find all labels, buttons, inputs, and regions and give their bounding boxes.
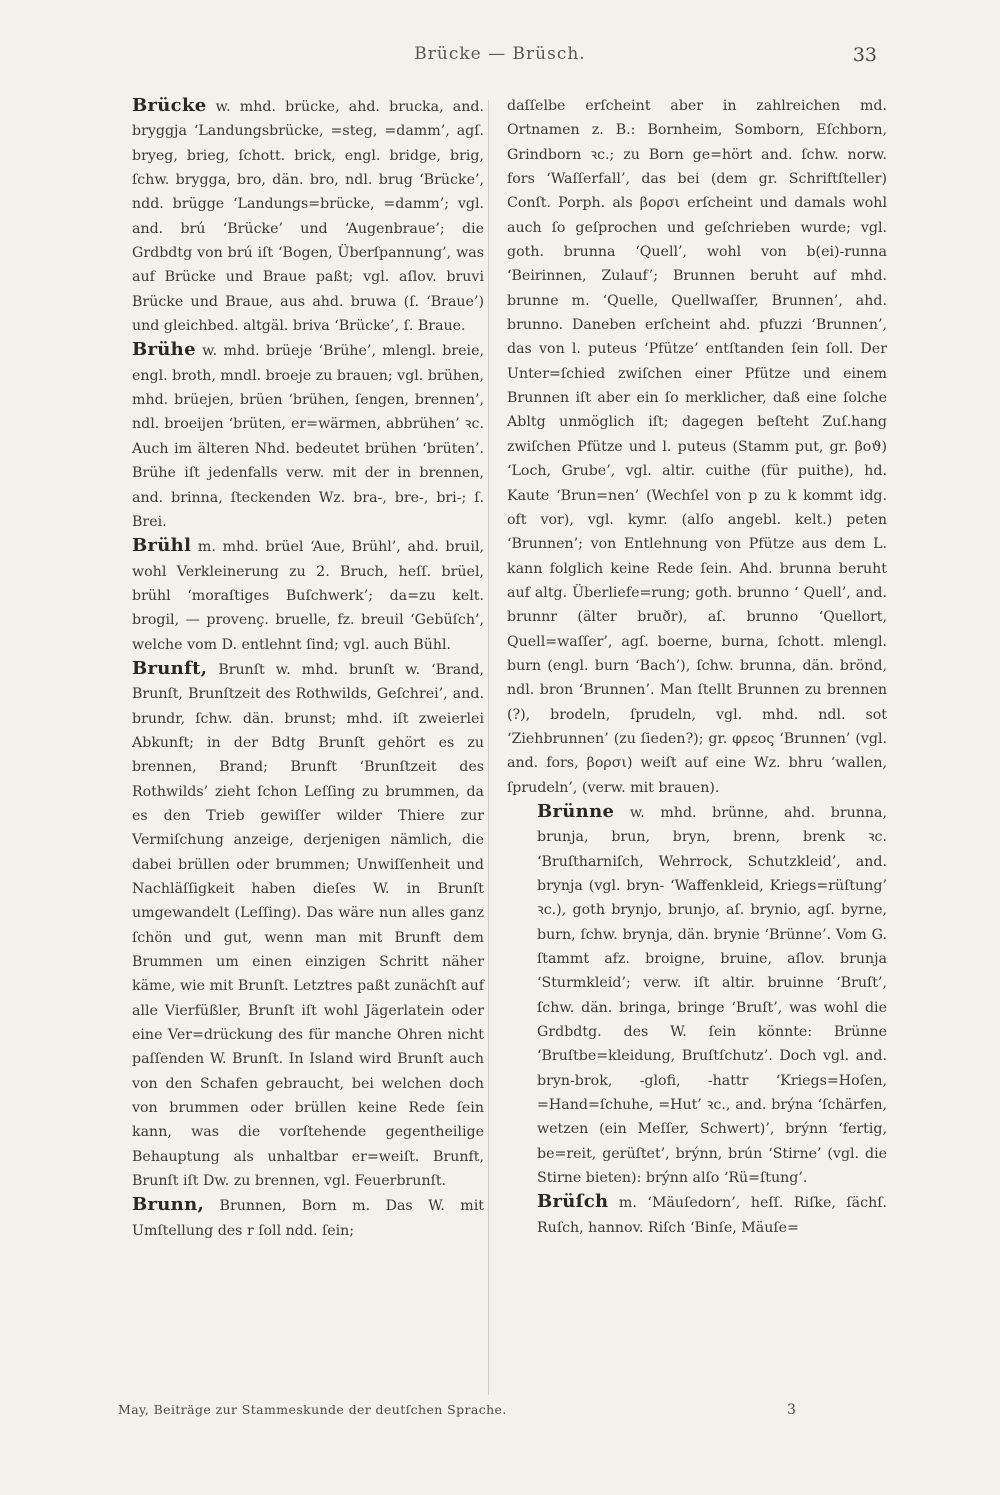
lemma: Brünne: [537, 800, 615, 822]
lemma: Brunn,: [132, 1194, 205, 1216]
page-footer: [0, 1402, 1000, 1426]
entry-text: Brunnen, Born m. Das W. mit Umſtellung des r ſoll ndd. ſein;: [132, 1198, 484, 1239]
running-title: Brücke — Brüsch.: [414, 44, 586, 64]
lemma: Brunft,: [132, 657, 208, 679]
sheet-signature: 3: [787, 1402, 796, 1418]
lemma: Brühe: [132, 339, 196, 361]
entry-brunft: [102, 657, 484, 1194]
entry-text: m. ‘Mäuſedorn’, heſſ. Riſke, ſächſ. Ruſch, hannov. Riſch ‘Binſe, Mäuſe=: [537, 1195, 887, 1236]
entry-text: m. mhd. brüel ‘Aue, Brühl’, ahd. bruil, wohl Verkleinerung zu 2. Bruch, heſſ. brüel, brühl ‘moraſtiges Buſchwerk’; da=zu kelt. brogil, — provenç. bruelle, fz. breuil ‘Gebüſch’, welche vom D. entlehnt ſind; vgl. auch Bühl.: [132, 539, 484, 653]
entry-brunn: [102, 1193, 484, 1243]
entry-text: Brunſt w. mhd. brunſt w. ‘Brand, Brunſt, Brunſtzeit des Rothwilds, Geſchrei’, and. brundr, ſchw. dän. brunst; mhd. iſt zweierlei Abkunft; in der Bdtg Brunſt gehört es zu brennen, Brand; Brunft ‘Brunſtzeit des Rothwilds’ zieht ſchon Leſſing zu brummen, da es den Trieb gewiſſer wilder Thiere zur Vermiſchung anzeige, derjenigen nämlich, die dabei brüllen oder brummen; Unwiſſenheit und Nachläſſigkeit haben dieſes W. in Brunſt umgewandelt (Leſſing). Das wäre nun alles ganz ſchön und gut, wenn man mit Brunft dem Brummen um einen einzigen Schritt näher käme, wie mit Brunſt. Letztres paßt zunächſt auf alle Vierfüßler, Brunſt iſt wohl Jägerlatein oder eine Ver=drückung des für manche Ohren nicht paſſenden W. Brunſt. In Island wird Brunſt auch von den Schafen gebraucht, bei welchen doch von brummen oder brüllen keine Rede ſein kann, was die vorſtehende gegentheilige Behauptung als unhaltbar er=weiſt. Brunft, Brunſt iſt Dw. zu brennen, vgl. Feuerbrunſt.: [132, 661, 484, 1190]
footer-source: May, Beiträge zur Stammeskunde der deutſchen Sprache.: [118, 1402, 507, 1417]
right-column: [507, 94, 887, 1240]
column-divider: [488, 100, 489, 1395]
entry-text: w. mhd. brücke, ahd. brucka, and. bryggja ‘Landungsbrücke, =steg, =damm’, agſ. bryeg, brieg, ſchott. brick, engl. bridge, brig, ſchw. brygga, bro, dän. bro, ndl. brug ‘Brücke’, ndd. brügge ‘Landungs=brücke, =damm’; vgl. and. brú ‘Brücke’ und ‘Augenbraue’; die Grdbdtg von brú iſt ‘Bogen, Überſpannung’, was auf Brücke und Braue paßt; vgl. aſlov. bruvi Brücke und Braue, aus ahd. bruwa (ſ. ‘Braue’) und gleichbed. altgäl. briva ‘Brücke’, ſ. Braue.: [132, 99, 484, 335]
lemma: Brücke: [132, 95, 207, 116]
entry-bruecke: [102, 94, 484, 338]
lemma: Brüſch: [537, 1191, 609, 1213]
entry-bruehe: [102, 338, 484, 534]
running-head: [0, 44, 1000, 74]
entry-bruenne: [507, 800, 887, 1191]
entry-bruehl: [102, 534, 484, 657]
lemma: Brühl: [132, 535, 192, 557]
entry-text: w. mhd. brüeje ‘Brühe’, mlengl. breie, engl. broth, mndl. broeje zu brauen; vgl. brühen, mhd. brüejen, brüen ‘brühen, ſengen, brennen’, ndl. broeijen ‘brüten, er=wärmen, abbrühen’ ꝛc. Auch im älteren Nhd. bedeutet brühen ‘brüten’. Brühe iſt jedenfalls verw. mit der in brennen, and. brinna, ſteckenden Wz. bra-, bre-, bri-; ſ. Brei.: [132, 343, 485, 530]
page-number: 33: [852, 44, 877, 66]
entry-bruesch: [507, 1190, 887, 1240]
left-column: [102, 94, 484, 1243]
entry-brunn-continuation: daſſelbe erſcheint aber in zahlreichen md. Ortnamen z. B.: Bornheim, Somborn, Eſchborn, Grindborn ꝛc.; zu Born ge=hört and. ſchw. norw. fors ‘Waſſerfall’, das bei (dem gr. Schriftſteller) Conſt. Porph. als βορσι erſcheint und damals wohl auch ſo geſprochen und geſchrieben wurde; vgl. goth. brunna ‘Quell’, wohl von b(ei)-runna ‘Beirinnen, Zulauf’; Brunnen beruht auf mhd. brunne m. ‘Quelle, Quellwaſſer, Brunnen’, ahd. brunno. Daneben erſcheint ahd. pfuzzi ‘Brunnen’, das von l. puteus ‘Pfütze’ entſtanden ſein ſoll. Der Unter=ſchied zwiſchen einer Pfütze und einem Brunnen iſt aber ein ſo merklicher, daß eine ſolche Abltg unmöglich iſt; dagegen beſteht Zuſ.hang zwiſchen Pfütze und l. puteus (Stamm put, gr. βοϑ) ‘Loch, Grube’, vgl. altir. cuithe (für puithe), hd. Kaute ‘Brun=nen’ (Wechſel von p zu k kommt idg. oft vor), vgl. kymr. (alſo angebl. kelt.) peten ‘Brunnen’; von Entlehnung von Pfütze aus dem L. kann folglich keine Rede ſein. Ahd. brunna beruht auf altg. Überliefe=rung; goth. brunno ‘ Quell’, and. brunnr (älter bruðr), aſ. brunno ‘Quellort, Quell=waſſer’, agſ. boerne, burna, ſchott. mlengl. burn (engl. burn ‘Bach’), ſchw. brunna, dän. brönd, ndl. bron ‘Brunnen’. Man ſtellt Brunnen zu brennen (?), brodeln, ſprudeln, vgl. mhd. ndl. sot ‘Ziehbrunnen’ (zu ſieden?); gr. φρεος ‘Brunnen’ (vgl. and. fors, βορσι) weiſt auf eine Wz. bhru ‘wallen, ſprudeln’, (verw. mit brauen).: [507, 98, 887, 796]
entry-text: w. mhd. brünne, ahd. brunna, brunja, brun, bryn, brenn, brenk ꝛc. ‘Bruſtharniſch, Wehrrock, Schutzkleid’, and. brynja (vgl. bryn- ‘Waffenkleid, Kriegs=rüſtung’ ꝛc.), goth brynjo, brunjo, aſ. brynio, agſ. byrne, burn, ſchw. brynja, dän. brynie ‘Brünne’. Vom G. ſtammt afz. broigne, bruine, aſlov. brunja ‘Sturmkleid’; verw. iſt altir. bruinne ‘Bruſt’, ſchw. dän. bringa, bringe ‘Bruſt’, was wohl die Grdbdtg. des W. ſein könnte: Brünne ‘Bruſtbe=kleidung, Bruſtſchutz’. Doch vgl. and. bryn-brok, -glofi, -hattr ‘Kriegs=Hoſen, =Hand=ſchuhe, =Hut’ ꝛc., and. brýna ‘ſchärfen, wetzen (ein Meſſer, Schwert)’, brýnn ‘fertig, be=reit, gerüſtet’, brýnn, brún ‘Stirne’ (vgl. die Stirne bieten): brýnn alſo ‘Rü=ſtung’.: [537, 804, 887, 1187]
